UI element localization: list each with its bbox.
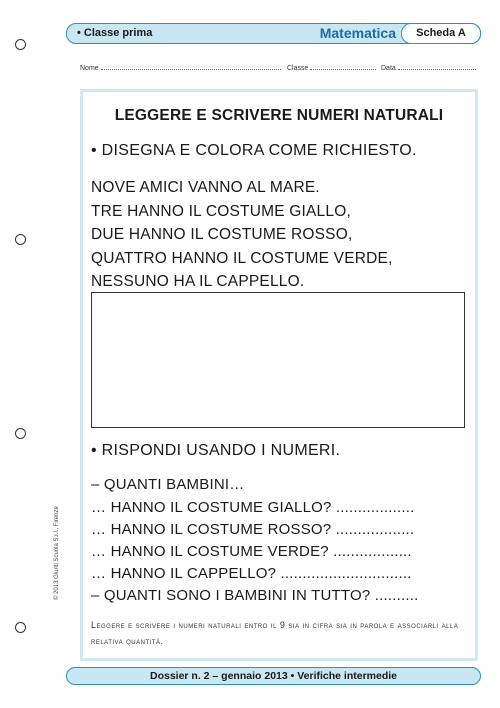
story-text <box>91 176 393 294</box>
learning-objective-note: Leggere e scrivere i numeri naturali entro il 9 sia in cifra sia in parola e associarli alla relativa quantità. <box>91 620 459 646</box>
instruction-answer: • RISPONDI USANDO I NUMERI. <box>91 442 341 459</box>
story-line: NESSUNO HA IL CAPPELLO. <box>91 273 305 291</box>
binder-hole-2 <box>15 234 26 245</box>
header-bar <box>66 23 481 44</box>
date-field[interactable] <box>381 64 476 72</box>
drawing-area[interactable] <box>91 292 465 428</box>
date-field-label: Data <box>381 65 396 72</box>
binder-hole-4 <box>15 622 26 633</box>
name-field[interactable] <box>80 64 281 72</box>
story-line: QUATTRO HANNO IL COSTUME VERDE, <box>91 249 393 267</box>
copyright-text: © 2013 Giunti Scuola S.r.l., Firenze <box>54 506 60 600</box>
class-field[interactable] <box>287 64 376 72</box>
worksheet-title: LEGGERE E SCRIVERE NUMERI NATURALI <box>114 107 444 124</box>
subject-label: Matematica <box>319 25 396 41</box>
question-intro: – QUANTI BAMBINI… <box>91 476 245 493</box>
binder-hole-3 <box>15 428 26 439</box>
story-line: NOVE AMICI VANNO AL MARE. <box>91 179 320 196</box>
name-field-label: Nome <box>80 65 99 72</box>
question-green[interactable]: … HANNO IL COSTUME VERDE? .................. <box>91 543 412 560</box>
sheet-badge: Scheda A <box>401 23 481 44</box>
instruction-draw: • DISEGNA E COLORA COME RICHIESTO. <box>91 142 417 159</box>
story-line: DUE HANNO IL COSTUME ROSSO, <box>91 226 353 244</box>
question-red[interactable]: … HANNO IL COSTUME ROSSO? .................. <box>91 521 415 538</box>
footer-bar: Dossier n. 2 – gennaio 2013 • Verifiche intermedie <box>66 667 481 685</box>
story-line: TRE HANNO IL COSTUME GIALLO, <box>91 202 351 220</box>
question-hat[interactable]: … HANNO IL CAPPELLO? .............................. <box>91 565 412 582</box>
binder-hole-1 <box>15 39 26 50</box>
question-total[interactable]: – QUANTI SONO I BAMBINI IN TUTTO? .......... <box>91 587 419 604</box>
question-yellow[interactable]: … HANNO IL COSTUME GIALLO? .................. <box>91 499 415 516</box>
class-label: • Classe prima <box>77 27 153 39</box>
class-field-label: Classe <box>287 65 309 72</box>
